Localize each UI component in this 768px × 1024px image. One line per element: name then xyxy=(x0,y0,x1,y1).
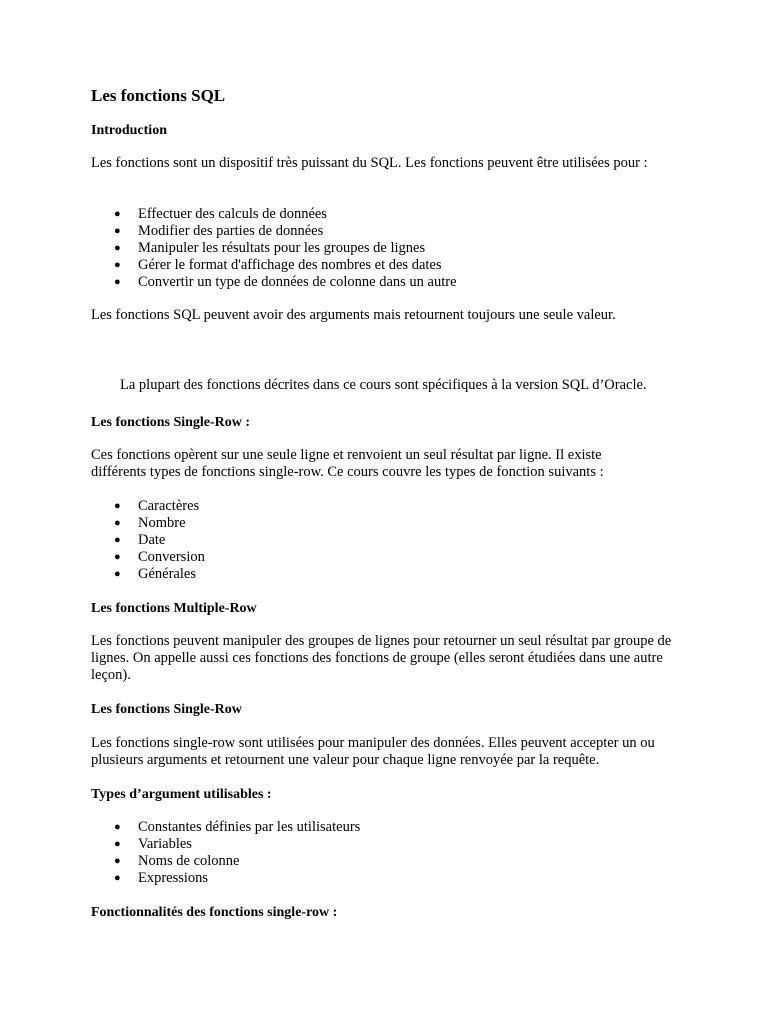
section-heading-single-row: Les fonctions Single-Row : xyxy=(91,415,251,430)
section-heading-introduction: Introduction xyxy=(91,123,167,138)
list-item: ● Générales xyxy=(114,566,196,582)
intro-paragraph: Les fonctions sont un dispositif très puissant du SQL. Les fonctions peuvent être utilisées pour : xyxy=(91,155,648,171)
list-item: ● Noms de colonne xyxy=(114,853,240,869)
list-item: ● Conversion xyxy=(114,549,205,565)
single-row-paragraph: Ces fonctions opèrent sur une seule ligne et renvoient un seul résultat par ligne. Il existe différents types de fonctions single-row. Ce cours couvre les types de fonction suivants : xyxy=(91,447,604,480)
section-heading-argument-types: Types d’argument utilisables : xyxy=(91,787,272,802)
list-item: ● Caractères xyxy=(114,498,200,514)
section-heading-multiple-row: Les fonctions Multiple-Row xyxy=(91,601,257,616)
args-paragraph: Les fonctions SQL peuvent avoir des arguments mais retournent toujours une seule valeur. xyxy=(91,307,616,323)
list-item: ● Modifier des parties de données xyxy=(114,223,324,239)
list-item: ● Manipuler les résultats pour les groupes de lignes xyxy=(114,240,426,256)
list-item: ● Expressions xyxy=(114,870,209,886)
multiple-row-paragraph: Les fonctions peuvent manipuler des groupes de lignes pour retourner un seul résultat par groupe de lignes. On appelle aussi ces fonctions des fonctions de groupe (elles seront étudiées dans une autre leçon). xyxy=(91,633,672,683)
section-heading-single-row-2: Les fonctions Single-Row xyxy=(91,702,242,717)
bullet-icon: ● xyxy=(114,838,121,850)
document-title: Les fonctions SQL xyxy=(91,86,226,105)
list-item: ● Date xyxy=(114,532,166,548)
bullet-icon: ● xyxy=(114,551,121,563)
bullet-icon: ● xyxy=(114,855,121,867)
list-item: ● Constantes définies par les utilisateurs xyxy=(114,819,361,835)
section-heading-features: Fonctionnalités des fonctions single-row : xyxy=(91,905,338,920)
bullet-icon: ● xyxy=(114,821,121,833)
list-item: ● Variables xyxy=(114,836,192,852)
bullet-icon: ● xyxy=(114,500,121,512)
bullet-icon: ● xyxy=(114,534,121,546)
bullet-icon: ● xyxy=(114,242,121,254)
bullet-icon: ● xyxy=(114,259,121,271)
bullet-icon: ● xyxy=(114,517,121,529)
oracle-note: La plupart des fonctions décrites dans ce cours sont spécifiques à la version SQL d’Oracle. xyxy=(120,377,647,393)
list-item: ● Effectuer des calculs de données xyxy=(114,206,327,222)
intro-bullet-list xyxy=(91,206,691,291)
bullet-icon: ● xyxy=(114,225,121,237)
bullet-icon: ● xyxy=(114,568,121,580)
list-item: ● Gérer le format d'affichage des nombres et des dates xyxy=(114,257,442,273)
bullet-icon: ● xyxy=(114,208,121,220)
single-row-paragraph-2: Les fonctions single-row sont utilisées pour manipuler des données. Elles peuvent accepter un ou plusieurs arguments et retournent une valeur pour chaque ligne renvoyée par la requête. xyxy=(91,735,655,768)
bullet-icon: ● xyxy=(114,276,121,288)
list-item: ● Nombre xyxy=(114,515,186,531)
argument-types-bullet-list xyxy=(91,819,691,887)
single-row-bullet-list xyxy=(91,498,691,583)
bullet-icon: ● xyxy=(114,872,121,884)
list-item: ● Convertir un type de données de colonne dans un autre xyxy=(114,274,457,290)
